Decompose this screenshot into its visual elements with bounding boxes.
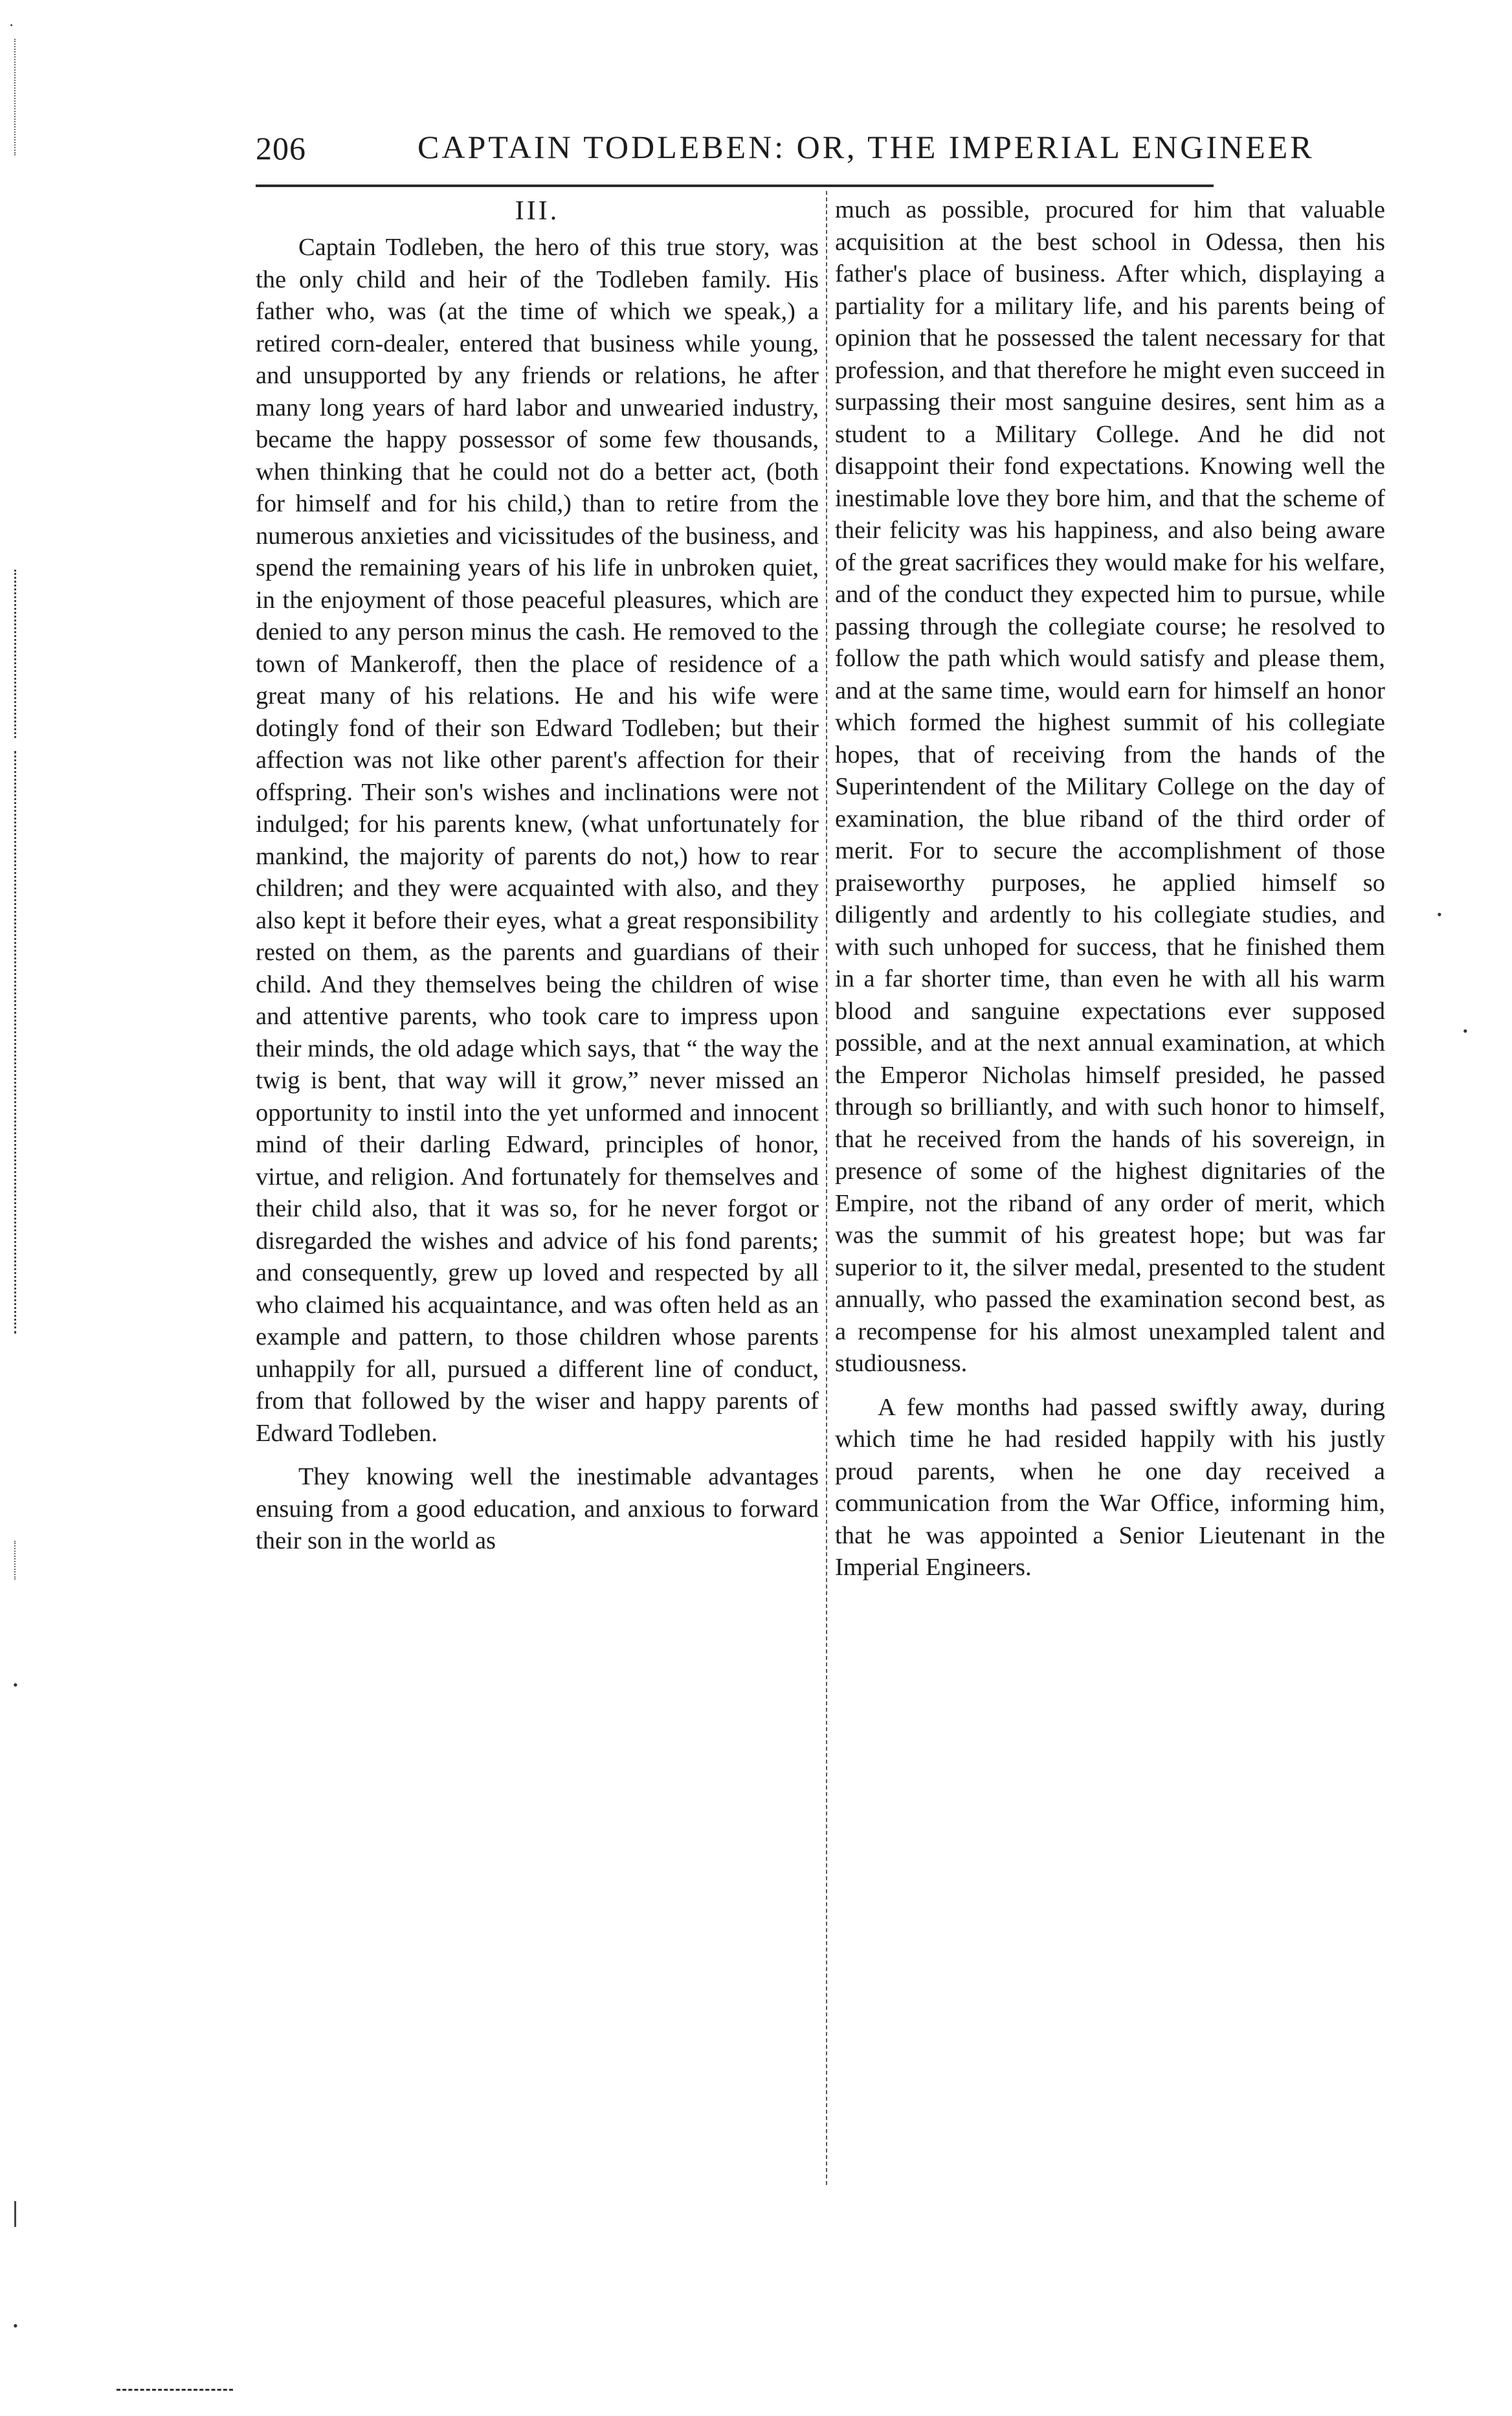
column-divider	[826, 191, 827, 2185]
page-number: 206	[256, 130, 306, 166]
left-margin-artifact	[14, 570, 16, 738]
margin-speck: ․	[9, 13, 14, 29]
section-heading: III.	[515, 196, 560, 226]
left-paragraph-2: They knowing well the inestimable advantages ensuing from a good education, and anxious to forward their son in the world as	[256, 1463, 819, 1554]
left-margin-artifact	[14, 39, 16, 155]
right-paragraph-1: much as possible, procured for him that valuable acquisition at the best school in Odessa, then his father's place of business. After which, displaying a partiality for a military life, and his parents being of opinion that he possessed the talent necessary for that profession, and that therefore he might even succeed in surpassing their most sanguine desires, sent him as a student to a Military College. And he did not disappoint their fond expectations. Knowing well the inestimable love they bore him, and that the scheme of their felicity was his happiness, and also being aware of the great sacrifices they would make for his welfare, and of the conduct they expected him to pursue, while passing through the collegiate course; he resolved to follow the path which would satisfy and please them, and at the same time, would earn for himself an honor which formed the highest summit of his collegiate hopes, that of receiving from the hands of the Superintendent of the Military College on the day of examination, the blue riband of the third order of merit. For to secure the accomplishment of those praiseworthy purposes, he applied himself so diligently and ardently to his collegiate studies, and with such unhoped for success, that he finished them in a far shorter time, than even he with all his warm blood and sanguine expectations ever supposed possible, and at the next annual examination, at which the Emperor Nicholas himself presided, he passed through so brilliantly, and with such honor to himself, that he received from the hands of his sovereign, in presence of some of the highest dignitaries of the Empire, not the riband of any order of merit, which was the summit of his greatest hope; but was far superior to it, the silver medal, presented to the student annually, who passed the examination second best, as a recompense for his almost unexampled talent and studiousness.	[835, 196, 1385, 1377]
page-header	[256, 122, 1315, 173]
margin-speck: •	[13, 1677, 18, 1693]
left-margin-artifact	[14, 751, 16, 1334]
running-title: CAPTAIN TODLEBEN: OR, THE IMPERIAL ENGINEER	[417, 129, 1315, 165]
margin-speck: •	[1463, 1023, 1468, 1039]
margin-speck: •	[1437, 906, 1442, 923]
left-margin-artifact	[14, 2201, 16, 2227]
header-rule	[256, 185, 1214, 187]
right-paragraph-2: A few months had passed swiftly away, during which time he had resided happily with his justly proud parents, when he one day received a communication from the War Office, informing him, that he was appointed a Senior Lieutenant in the Imperial Engineers.	[835, 1393, 1385, 1581]
left-paragraph-1: Captain Todleben, the hero of this true story, was the only child and heir of the Todleben family. His father who, was (at the time of which we speak,) a retired corn-dealer, entered that business while young, and unsupported by any friends or relations, he after many long years of hard labor and unwearied industry, became the happy possessor of some few thousands, when thinking that he could not do a better act, (both for himself and for his child,) than to retire from the numerous anxieties and vicissitudes of the business, and spend the remaining years of his life in unbroken quiet, in the enjoyment of those peaceful pleasures, which are denied to any person minus the cash. He removed to the town of Mankeroff, then the place of residence of a great many of his relations. He and his wife were dotingly fond of their son Edward Todleben; but their affection was not like other parent's affection for their offspring. Their son's wishes and inclinations were not indulged; for his parents knew, (what unfortunately for mankind, the majority of parents do not,) how to rear children; and they were acquainted with also, and they also kept it before their eyes, what a great responsibility rested on them, as the parents and guardians of their child. And they themselves being the children of wise and attentive parents, who took care to impress upon their minds, the old adage which says, that “ the way the twig is bent, that way will it grow,” never missed an opportunity to instil into the yet unformed and innocent mind of their darling Edward, principles of honor, virtue, and religion. And fortunately for themselves and their child also, that it was so, for he never forgot or disregarded the wishes and advice of his fond parents; and consequently, grew up loved and respected by all who claimed his acquaintance, and was often held as an example and pattern, to those children whose parents unhappily for all, pursued a different line of conduct, from that followed by the wiser and happy parents of Edward Todleben.	[256, 234, 819, 1447]
left-margin-artifact	[14, 1541, 16, 1580]
bottom-artifact-line	[117, 2389, 233, 2391]
right-column	[835, 194, 1385, 1584]
left-column	[256, 194, 819, 1558]
margin-speck: •	[13, 2318, 18, 2334]
